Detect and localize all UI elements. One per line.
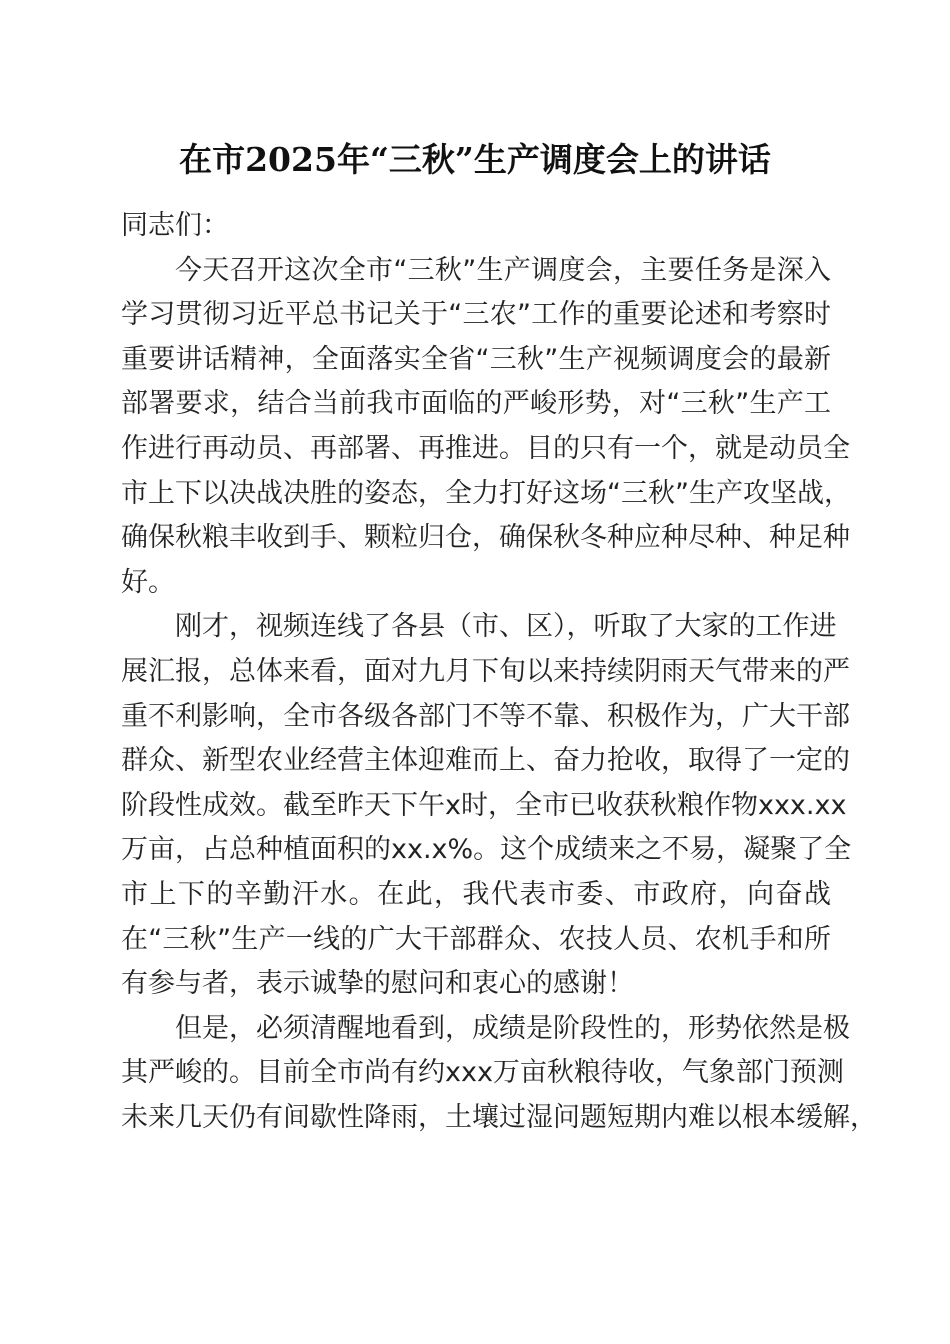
paragraph-line: 市上下的辛勤汗水。在此，我代表市委、市政府，向奋战 xyxy=(121,878,831,910)
salutation: 同志们： xyxy=(121,210,229,241)
paragraph-line: 群众、新型农业经营主体迎难而上、奋力抢收，取得了一定的 xyxy=(121,745,850,777)
paragraph-line: 有参与者，表示诚挚的慰问和衷心的感谢！ xyxy=(121,968,634,1000)
paragraph-3 xyxy=(121,1007,877,1141)
paragraph-line: 展汇报，总体来看，面对九月下旬以来持续阴雨天气带来的严 xyxy=(121,655,850,687)
paragraph-line: 阶段性成效。截至昨天下午x时，全市已收获秋粮作物xxx.xx xyxy=(121,789,847,821)
paragraph-line: 未来几天仍有间歇性降雨，土壤过湿问题短期内难以根本缓解， xyxy=(121,1101,877,1133)
paragraph-2 xyxy=(121,605,852,1006)
paragraph-line: 重要讲话精神，全面落实全省“三秋”生产视频调度会的最新 xyxy=(121,343,831,375)
paragraph-line: 但是，必须清醒地看到，成绩是阶段性的，形势依然是极 xyxy=(175,1012,850,1044)
paragraph-line: 万亩，占总种植面积的xx.x%。这个成绩来之不易，凝聚了全 xyxy=(121,834,852,866)
paragraph-1 xyxy=(121,249,851,606)
paragraph-line: 作进行再动员、再部署、再推进。目的只有一个，就是动员全 xyxy=(121,432,850,464)
document-title: 在市2025年“三秋”生产调度会上的讲话 xyxy=(179,140,771,179)
paragraph-line: 今天召开这次全市“三秋”生产调度会，主要任务是深入 xyxy=(175,254,831,286)
paragraph-line: 确保秋粮丰收到手、颗粒归仓，确保秋冬种应种尽种、种足种 xyxy=(121,522,850,554)
paragraph-line: 重不利影响，全市各级各部门不等不靠、积极作为，广大干部 xyxy=(121,700,850,732)
paragraph-line: 其严峻的。目前全市尚有约xxx万亩秋粮待收，气象部门预测 xyxy=(121,1057,844,1089)
document-body xyxy=(121,204,877,1140)
paragraph-line: 刚才，视频连线了各县（市、区），听取了大家的工作进 xyxy=(175,611,837,643)
paragraph-line: 学习贯彻习近平总书记关于“三农”工作的重要论述和考察时 xyxy=(121,299,831,331)
paragraph-line: 好。 xyxy=(121,566,175,598)
paragraph-line: 市上下以决战决胜的姿态，全力打好这场“三秋”生产攻坚战， xyxy=(121,477,851,509)
paragraph-line: 部署要求，结合当前我市面临的严峻形势，对“三秋”生产工 xyxy=(121,388,831,420)
paragraph-line: 在“三秋”生产一线的广大干部群众、农技人员、农机手和所 xyxy=(121,923,831,955)
